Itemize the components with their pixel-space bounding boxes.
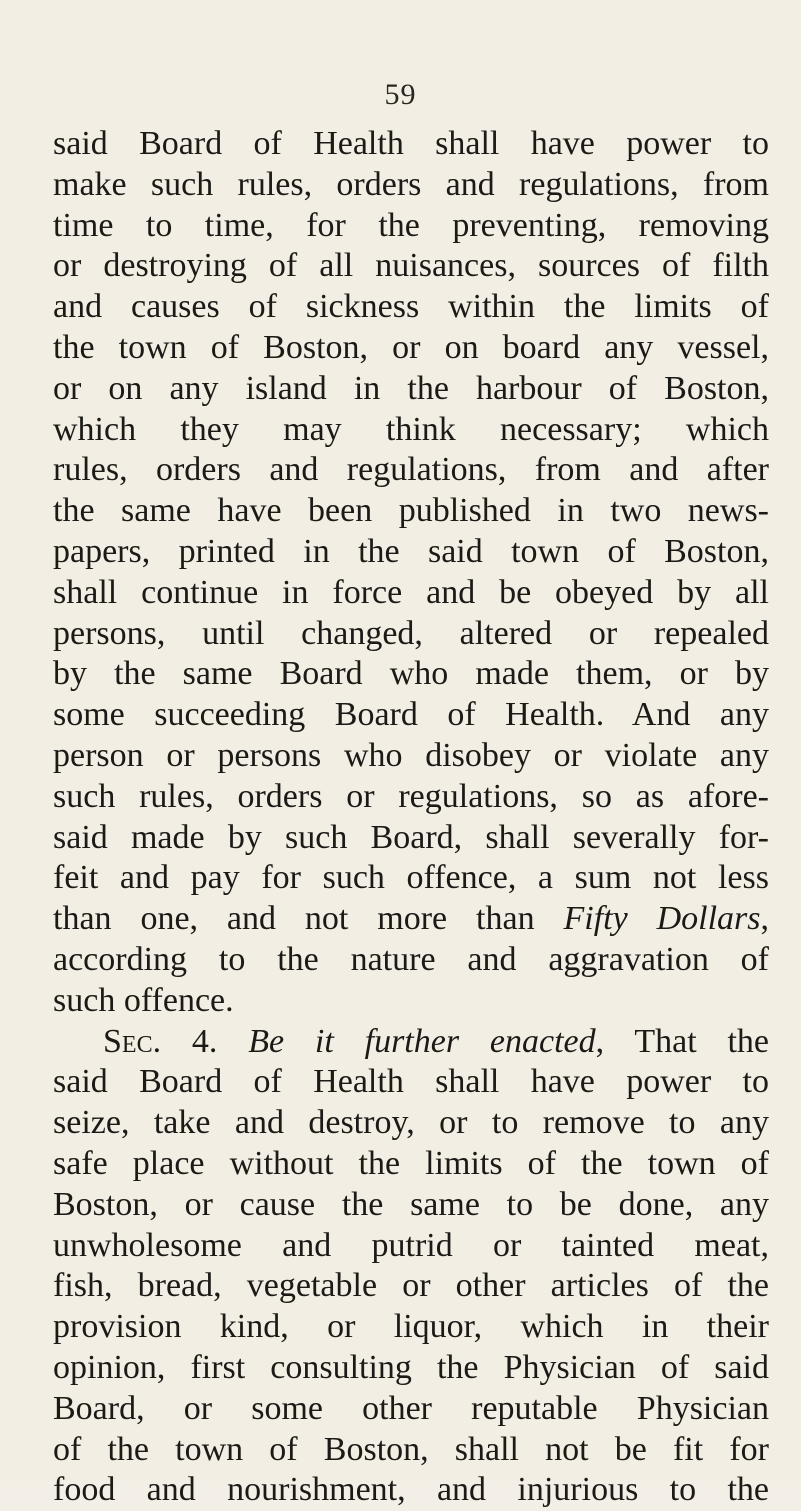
- page-number: 59: [384, 78, 417, 111]
- text-line: feit and pay for such offence, a sum not less: [53, 859, 769, 897]
- text-line: of the town of Boston, shall not be fit for: [53, 1430, 769, 1468]
- text-line: such rules, orders or regulations, so as afore-: [53, 777, 769, 815]
- enacting-clause: Be it further enacted: [248, 1022, 596, 1060]
- text-line: safe place without the limits of the town of: [53, 1144, 769, 1182]
- text-line: Boston, or cause the same to be done, any: [53, 1185, 769, 1223]
- text-line: shall continue in force and be obeyed by all: [53, 573, 769, 611]
- text-line: time to time, for the preventing, removing: [53, 206, 769, 244]
- text-line: the same have been published in two news-: [53, 492, 769, 530]
- text-line: opinion, first consulting the Physician of said: [53, 1348, 769, 1386]
- text-line: seize, take and destroy, or to remove to any: [53, 1104, 769, 1142]
- text-line: and causes of sickness within the limits of: [53, 288, 769, 326]
- text-line: the town of Boston, or on board any vessel,: [53, 328, 769, 366]
- text-line: according to the nature and aggravation of: [53, 940, 769, 978]
- text-line: fish, bread, vegetable or other articles of the: [53, 1267, 769, 1305]
- text-line: or destroying of all nuisances, sources of filth: [53, 247, 769, 285]
- text-line: said made by such Board, shall severally for-: [53, 818, 769, 856]
- text-line: said Board of Health shall have power to: [53, 125, 769, 162]
- text-segment: , That the: [595, 1022, 770, 1060]
- body-text: [53, 124, 769, 1511]
- text-line: or on any island in the harbour of Boston,: [53, 369, 769, 407]
- text-line: Board, or some other reputable Physician: [53, 1389, 769, 1427]
- text-line: papers, printed in the said town of Boston,: [53, 532, 769, 570]
- text-line: by the same Board who made them, or by: [53, 655, 769, 693]
- text-line: which they may think necessary; which: [53, 410, 769, 448]
- text-line: such offence.: [53, 981, 234, 1019]
- text-line: make such rules, orders and regulations, from: [53, 165, 769, 203]
- text-line: some succeeding Board of Health. And any: [53, 696, 769, 734]
- text-line: rules, orders and regulations, from and after: [53, 451, 769, 489]
- emphasis-text: Fifty Dollars: [563, 900, 761, 938]
- text-line: person or persons who disobey or violate any: [53, 736, 769, 774]
- text-line: provision kind, or liquor, which in their: [53, 1308, 769, 1346]
- text-line: [53, 899, 769, 940]
- text-line: said Board of Health shall have power to: [53, 1063, 769, 1101]
- section-heading-line: [53, 1022, 769, 1063]
- text-segment: than one, and not more than: [53, 900, 564, 938]
- text-line: unwholesome and putrid or tainted meat,: [53, 1226, 769, 1264]
- text-segment: ,: [760, 900, 770, 938]
- text-line: food and nourishment, and injurious to the: [53, 1471, 769, 1509]
- section-number: Sec. 4.: [103, 1022, 218, 1060]
- text-line: persons, until changed, altered or repealed: [53, 614, 769, 652]
